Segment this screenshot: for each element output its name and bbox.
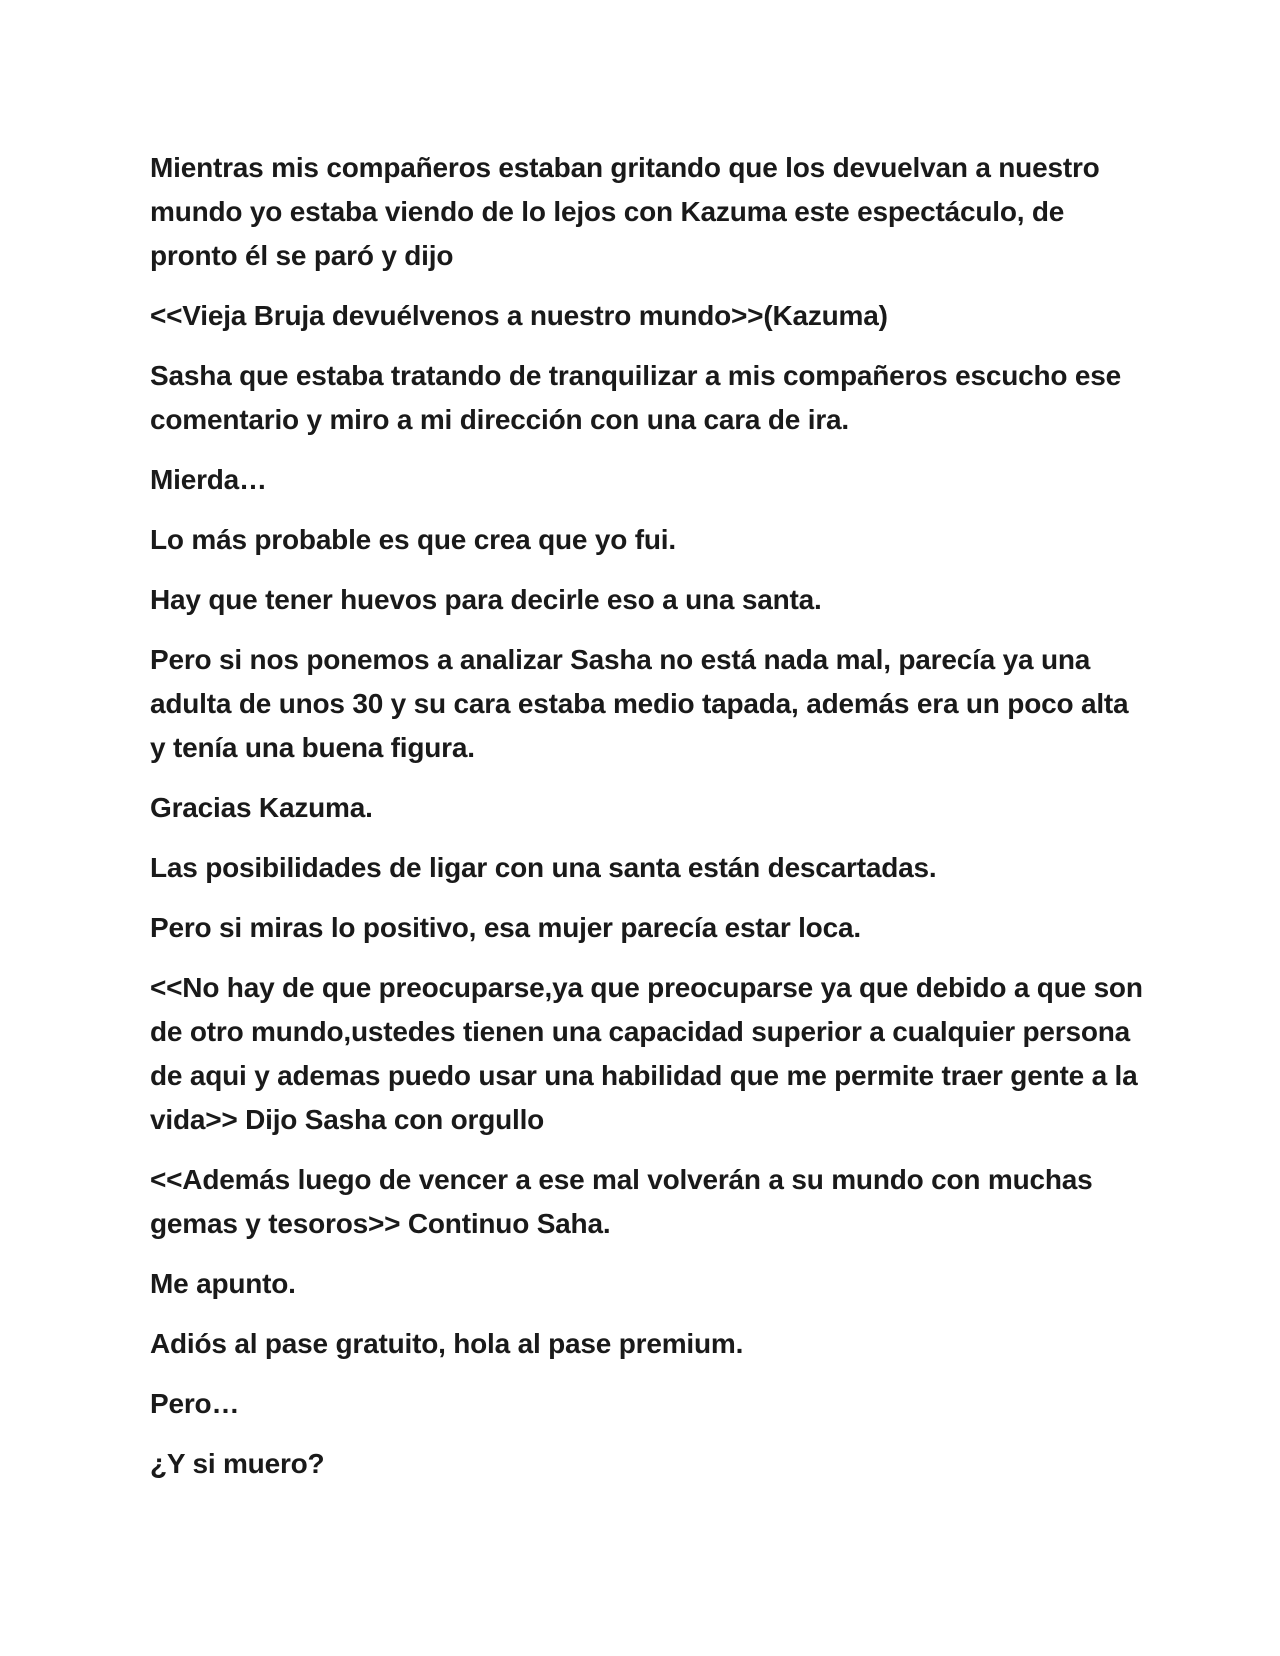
paragraph: Gracias Kazuma. <box>150 792 373 823</box>
paragraph: Mientras mis compañeros estaban gritando que los devuelvan a nuestro mundo yo estaba viendo de lo lejos con Kazuma este espectáculo, de pronto él se paró y dijo <box>150 152 1100 271</box>
paragraph: <<No hay de que preocuparse,ya que preocuparse ya que debido a que son de otro mundo,ustedes tienen una capacidad superior a cualquier persona de aqui y ademas puedo usar una habilidad que me permite traer gente a la vida>> Dijo Sasha con orgullo <box>150 972 1143 1135</box>
paragraph: <<Además luego de vencer a ese mal volverán a su mundo con muchas gemas y tesoros>> Continuo Saha. <box>150 1164 1093 1239</box>
paragraph: Lo más probable es que crea que yo fui. <box>150 524 676 555</box>
paragraph: Mierda… <box>150 464 267 495</box>
paragraph: Pero… <box>150 1388 240 1419</box>
paragraph: ¿Y si muero? <box>150 1448 325 1479</box>
paragraph: Pero si nos ponemos a analizar Sasha no está nada mal, parecía ya una adulta de unos 30 y su cara estaba medio tapada, además era un poco alta y tenía una buena figura. <box>150 644 1129 763</box>
document-text-body <box>150 146 1150 1502</box>
paragraph: Sasha que estaba tratando de tranquilizar a mis compañeros escucho ese comentario y miro a mi dirección con una cara de ira. <box>150 360 1122 435</box>
paragraph: Adiós al pase gratuito, hola al pase premium. <box>150 1328 744 1359</box>
paragraph: Pero si miras lo positivo, esa mujer parecía estar loca. <box>150 912 861 943</box>
paragraph: <<Vieja Bruja devuélvenos a nuestro mundo>>(Kazuma) <box>150 300 888 331</box>
paragraph: Me apunto. <box>150 1268 296 1299</box>
paragraph: Las posibilidades de ligar con una santa están descartadas. <box>150 852 937 883</box>
paragraph: Hay que tener huevos para decirle eso a una santa. <box>150 584 822 615</box>
